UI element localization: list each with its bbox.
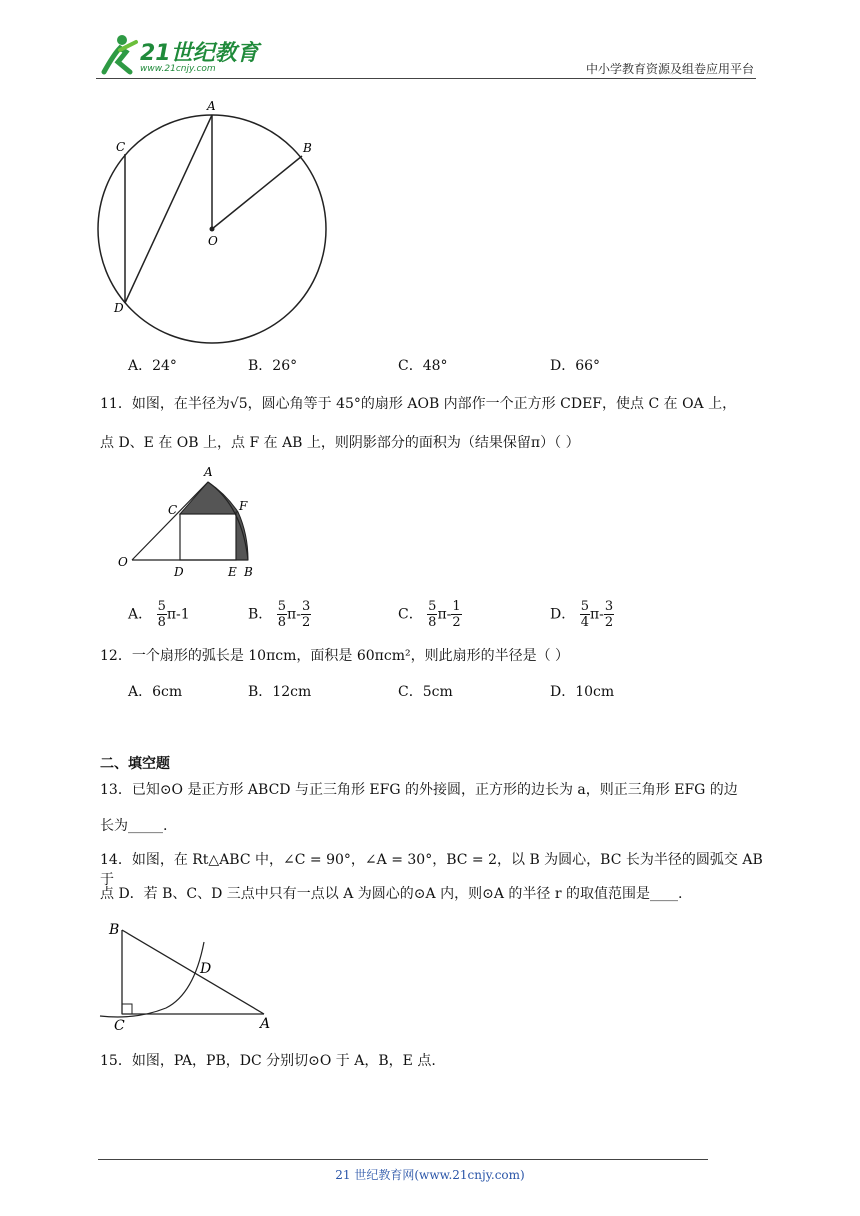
section-fill-blank-heading: 二、填空题: [100, 756, 170, 772]
logo-url: www.21cnjy.com: [140, 64, 216, 74]
label-D: D: [174, 565, 184, 579]
q10-option-c[interactable]: C．48°: [398, 358, 448, 374]
q11-option-a[interactable]: A． $\frac{5}{8}$ π-1: [128, 599, 190, 630]
logo-text: 21世纪教育: [140, 41, 259, 66]
q10-circle-figure: [96, 96, 336, 346]
label-D: D: [114, 301, 124, 315]
q10-option-d[interactable]: D．66°: [550, 358, 601, 374]
q11-option-d[interactable]: D． $\frac{5}{4}$ π- $\frac{3}{2}$: [550, 599, 614, 630]
label-A: A: [204, 465, 213, 479]
header-divider: [96, 78, 756, 79]
label-D: D: [200, 961, 212, 977]
label-B: B: [244, 565, 253, 579]
header-platform-text: 中小学教育资源及组卷应用平台: [585, 62, 754, 76]
label-B: B: [109, 922, 120, 938]
label-F: F: [239, 499, 248, 513]
label-A: A: [260, 1016, 271, 1032]
q11-line1: 11．如图，在半径为√5，圆心角等于 45°的扇形 AOB 内部作一个正方形 CDEF，使点 C 在 OA 上，: [100, 396, 737, 412]
label-O: O: [208, 234, 218, 248]
footer-text: 21 世纪教育网(www.21cnjy.com): [335, 1168, 525, 1182]
q11-option-b[interactable]: B． $\frac{5}{8}$ π- $\frac{3}{2}$: [248, 599, 311, 630]
q14-triangle-figure: [96, 916, 286, 1036]
q12-option-a[interactable]: A．6cm: [128, 684, 183, 700]
q12-option-b[interactable]: B．12cm: [248, 684, 312, 700]
q15-text: 15．如图，PA，PB，DC 分别切⊙O 于 A，B，E 点.: [100, 1053, 436, 1069]
label-C: C: [114, 1018, 125, 1034]
q11-option-c[interactable]: C． $\frac{5}{8}$ π- $\frac{1}{2}$: [398, 599, 461, 630]
label-C: C: [168, 503, 178, 517]
q10-option-a[interactable]: A．24°: [128, 358, 177, 374]
q12-option-d[interactable]: D．10cm: [550, 684, 615, 700]
logo-icon: [96, 32, 140, 76]
q13-line1: 13．已知⊙O 是正方形 ABCD 与正三角形 EFG 的外接圆，正方形的边长为 a，则正三角形 EFG 的边: [100, 782, 738, 798]
q12-text: 12．一个扇形的弧长是 10πcm，面积是 60πcm²，则此扇形的半径是（ ）: [100, 648, 570, 664]
q14-line1: 14．如图，在 Rt△ABC 中，∠C = 90°，∠A = 30°，BC = 2，以 B 为圆心，BC 长为半径的圆弧交 AB 于: [100, 852, 763, 888]
q13-line2: 长为_____.: [100, 818, 168, 834]
label-A: A: [207, 99, 216, 113]
q12-option-c[interactable]: C．5cm: [398, 684, 453, 700]
label-B: B: [303, 141, 312, 155]
label-E: E: [228, 565, 237, 579]
q11-sector-figure: [112, 462, 272, 582]
q11-line2: 点 D、E 在 OB 上，点 F 在 AB 上，则阴影部分的面积为（结果保留π）（ ）: [100, 435, 580, 451]
q14-line2: 点 D．若 B、C、D 三点中只有一点以 A 为圆心的⊙A 内，则⊙A 的半径 r 的取值范围是____.: [100, 886, 683, 902]
label-C: C: [116, 140, 126, 154]
q10-option-b[interactable]: B．26°: [248, 358, 298, 374]
label-O: O: [118, 555, 128, 569]
footer-divider: [98, 1159, 708, 1160]
